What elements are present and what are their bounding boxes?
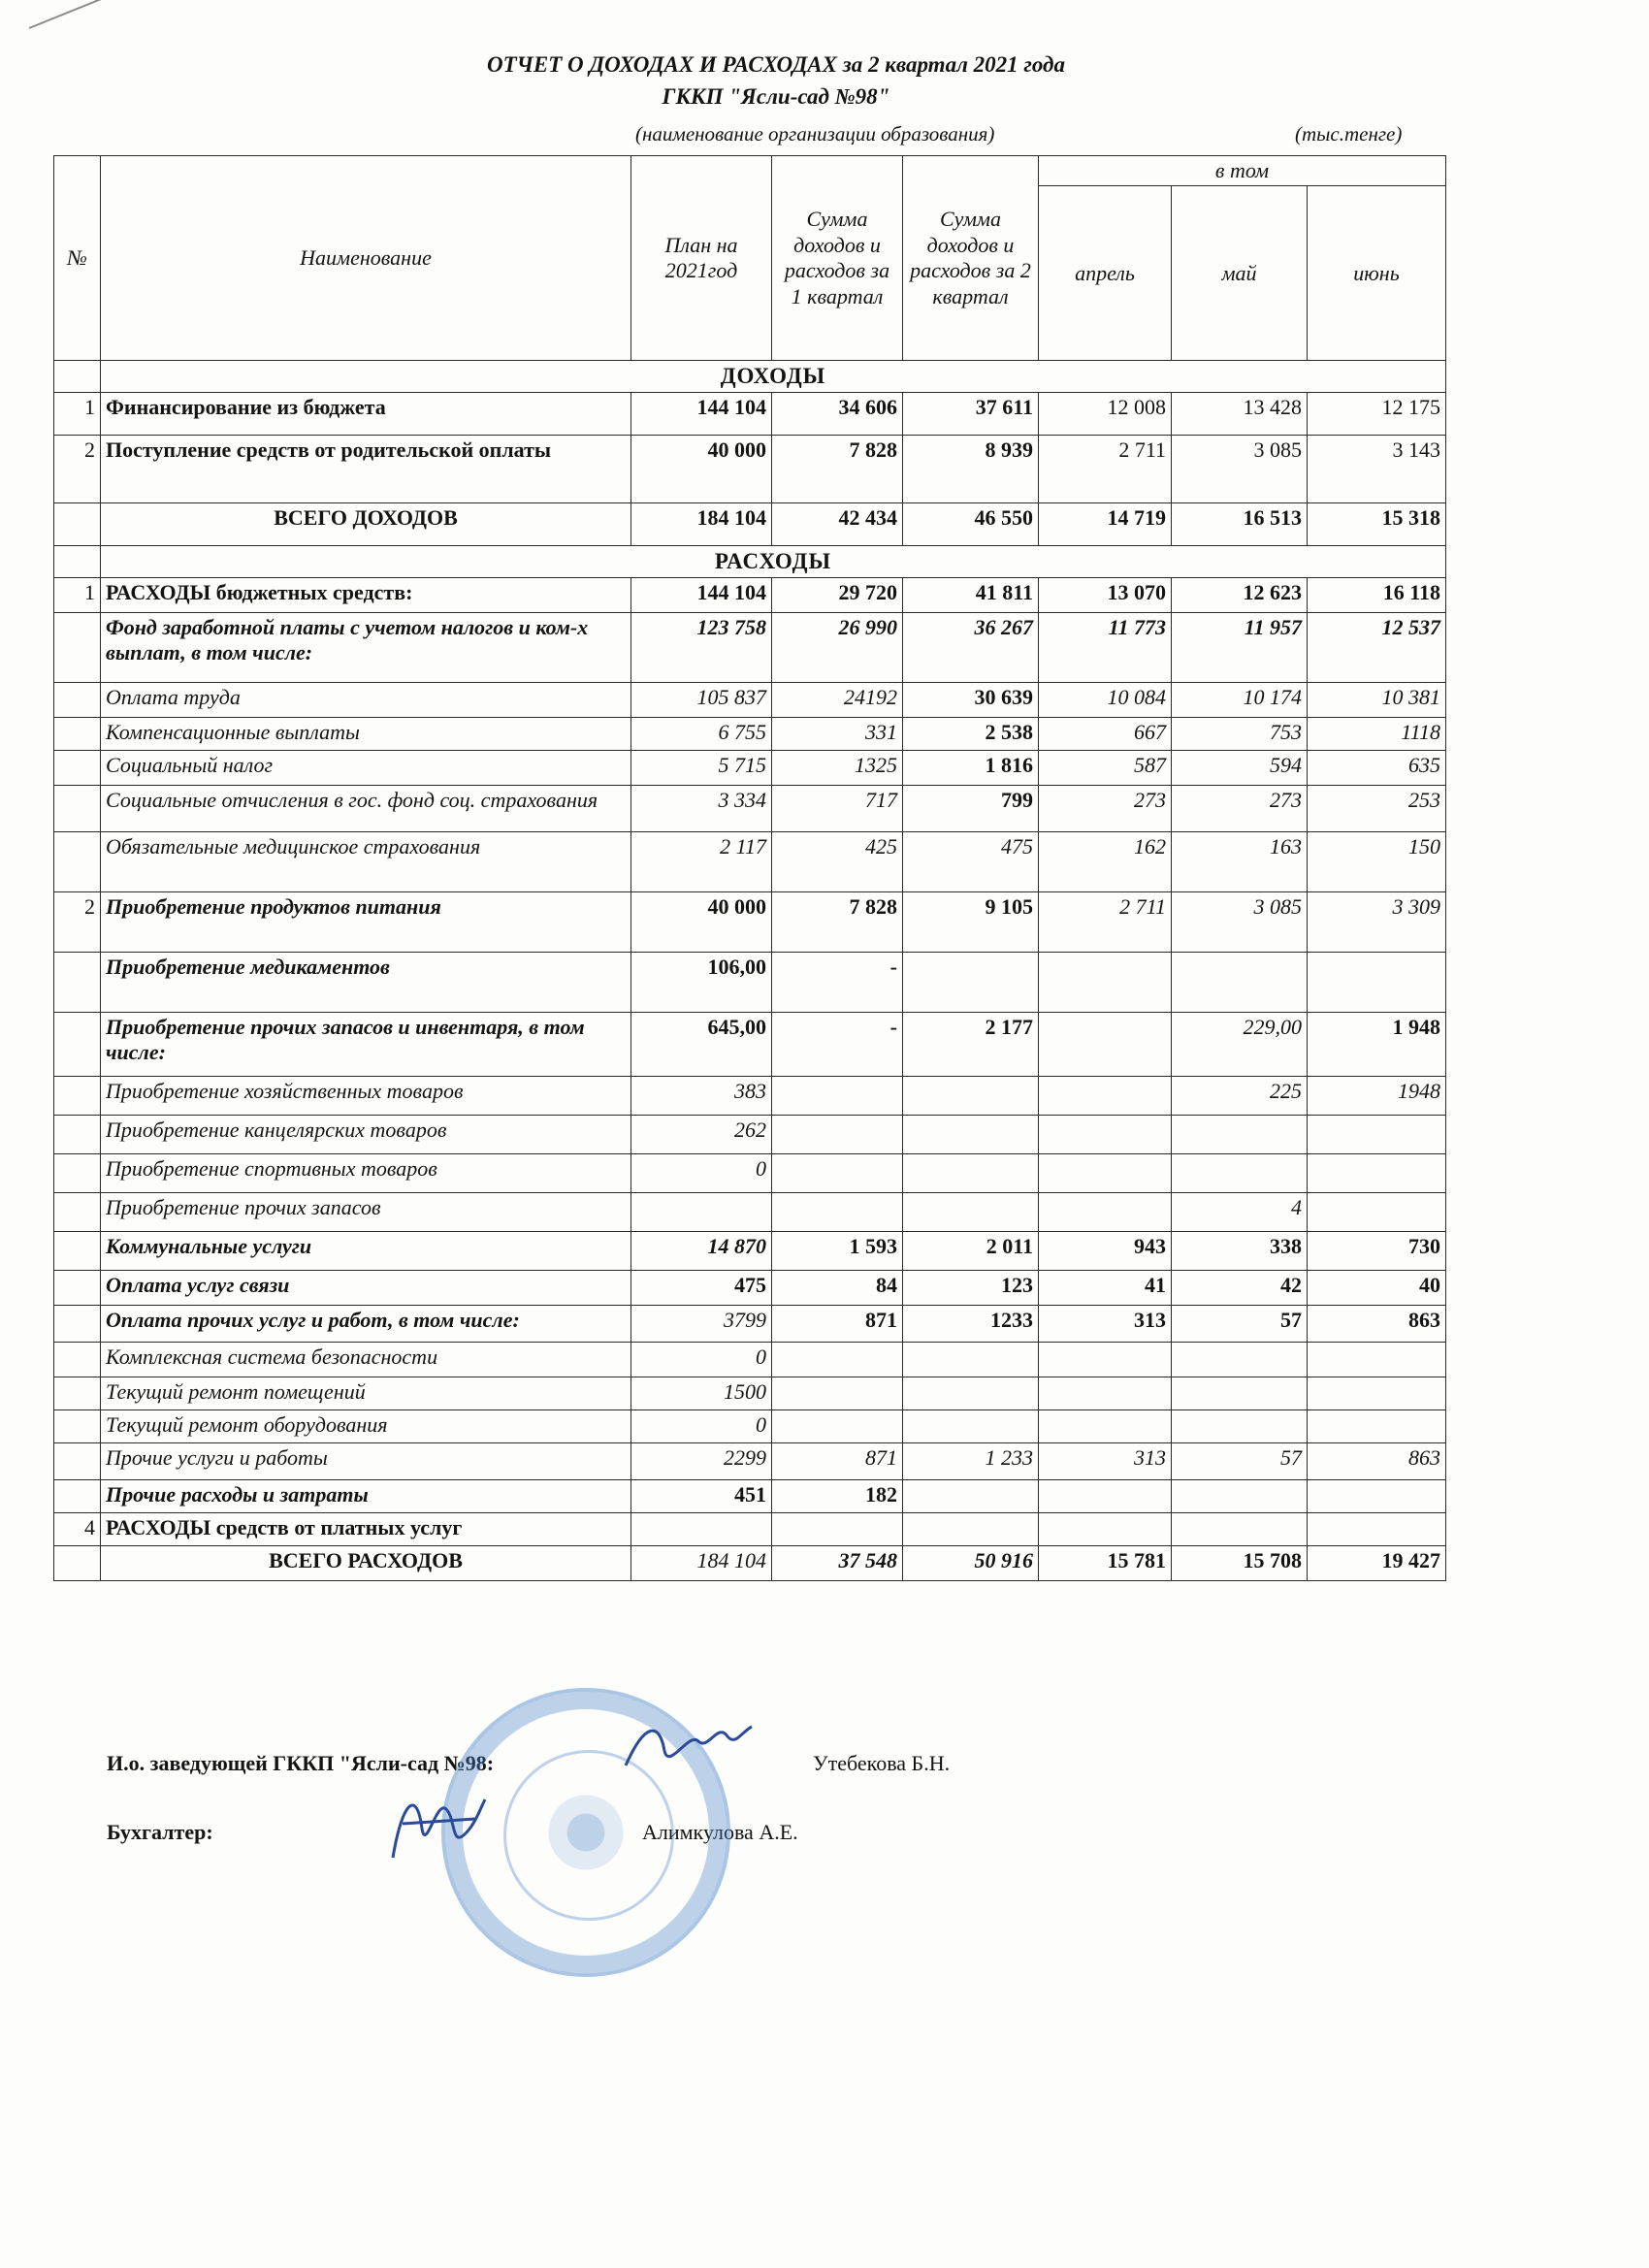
cell-apr: 162 [1039, 831, 1172, 891]
row-number [54, 1305, 101, 1342]
cell-apr: 10 084 [1039, 682, 1172, 717]
cell-may: 11 957 [1172, 612, 1308, 682]
row-number: 2 [54, 891, 101, 952]
row-number [54, 717, 101, 750]
income-row [54, 392, 1446, 435]
row-name: Фонд заработной платы с учетом налогов и ком-х выплат, в том числе: [101, 612, 631, 682]
cell-q2 [903, 1377, 1039, 1409]
cell-jun: 16 118 [1308, 577, 1446, 612]
section-number-cell [54, 361, 101, 393]
cell-apr [1039, 1076, 1172, 1115]
cell-plan: 40 000 [631, 891, 772, 952]
cell-may: 753 [1172, 717, 1308, 750]
cell-apr [1039, 1192, 1172, 1231]
cell-jun: 150 [1308, 831, 1446, 891]
row-number [54, 1012, 101, 1076]
cell-q1: 717 [772, 785, 903, 831]
row-name: Оплата услуг связи [101, 1270, 631, 1305]
cell-plan: 0 [631, 1342, 772, 1377]
cell-q1: 34 606 [772, 392, 903, 435]
cell-plan: 451 [631, 1479, 772, 1512]
cell-jun: 635 [1308, 750, 1446, 785]
cell-apr: 14 719 [1039, 502, 1172, 545]
expense-row [54, 1153, 1446, 1192]
cell-jun [1308, 952, 1446, 1012]
cell-q2 [903, 1512, 1039, 1545]
cell-q1: 1325 [772, 750, 903, 785]
expense-row [54, 1115, 1446, 1153]
cell-q1: 871 [772, 1442, 903, 1479]
cell-may: 57 [1172, 1442, 1308, 1479]
cell-q1: 24192 [772, 682, 903, 717]
cell-jun: 19 427 [1308, 1545, 1446, 1580]
cell-jun: 40 [1308, 1270, 1446, 1305]
row-name: Компенсационные выплаты [101, 717, 631, 750]
cell-q1 [772, 1192, 903, 1231]
cell-apr: 11 773 [1039, 612, 1172, 682]
cell-jun [1308, 1115, 1446, 1153]
cell-plan: 0 [631, 1409, 772, 1442]
cell-plan: 1500 [631, 1377, 772, 1409]
row-name: Приобретение канцелярских товаров [101, 1115, 631, 1153]
row-name: Финансирование из бюджета [101, 392, 631, 435]
expense-row [54, 682, 1446, 717]
cell-jun: 3 143 [1308, 435, 1446, 502]
cell-q2: 1 233 [903, 1442, 1039, 1479]
cell-jun: 12 175 [1308, 392, 1446, 435]
cell-jun: 1118 [1308, 717, 1446, 750]
row-name: Оплата прочих услуг и работ, в том числе: [101, 1305, 631, 1342]
row-name: Приобретение прочих запасов и инвентаря, в том числе: [101, 1012, 631, 1076]
cell-may [1172, 1115, 1308, 1153]
stamp-emblem [542, 1789, 630, 1876]
head-signature-label: И.о. заведующей ГККП "Ясли-сад №98: [107, 1751, 495, 1775]
cell-q1 [772, 1115, 903, 1153]
expense-row [54, 1442, 1446, 1479]
cell-may: 42 [1172, 1270, 1308, 1305]
col-header-name: Наименование [101, 156, 631, 361]
row-name: Приобретение прочих запасов [101, 1192, 631, 1231]
cell-q2: 2 538 [903, 717, 1039, 750]
cell-may: 57 [1172, 1305, 1308, 1342]
expense-row [54, 1409, 1446, 1442]
cell-q2 [903, 1342, 1039, 1377]
cell-q1: 331 [772, 717, 903, 750]
col-header-q2: Сумма доходов и расходов за 2 квартал [903, 156, 1039, 361]
cell-apr: 41 [1039, 1270, 1172, 1305]
row-name: Комплексная система безопасности [101, 1342, 631, 1377]
expense-row [54, 1270, 1446, 1305]
cell-plan: 262 [631, 1115, 772, 1153]
head-name: Утебекова Б.Н. [813, 1751, 951, 1775]
cell-q2 [903, 1153, 1039, 1192]
cell-may: 163 [1172, 831, 1308, 891]
row-name: Социальный налог [101, 750, 631, 785]
cell-q2 [903, 952, 1039, 1012]
cell-q2: 41 811 [903, 577, 1039, 612]
expense-total-row [54, 1545, 1446, 1580]
cell-q1 [772, 1409, 903, 1442]
row-name: Прочие услуги и работы [101, 1442, 631, 1479]
cell-q1: 26 990 [772, 612, 903, 682]
cell-plan: 144 104 [631, 577, 772, 612]
cell-plan: 0 [631, 1153, 772, 1192]
cell-q2 [903, 1192, 1039, 1231]
cell-may: 4 [1172, 1192, 1308, 1231]
cell-apr [1039, 1012, 1172, 1076]
cell-jun [1308, 1512, 1446, 1545]
expense-row [54, 1231, 1446, 1270]
cell-jun: 10 381 [1308, 682, 1446, 717]
cell-q2: 123 [903, 1270, 1039, 1305]
cell-may: 594 [1172, 750, 1308, 785]
cell-apr [1039, 1512, 1172, 1545]
expense-row [54, 1012, 1446, 1076]
cell-q2: 799 [903, 785, 1039, 831]
row-number [54, 502, 101, 545]
cell-q1 [772, 1076, 903, 1115]
cell-q1: 29 720 [772, 577, 903, 612]
cell-plan: 6 755 [631, 717, 772, 750]
cell-apr [1039, 1115, 1172, 1153]
col-header-may: май [1172, 186, 1308, 361]
row-number [54, 1442, 101, 1479]
cell-may [1172, 1153, 1308, 1192]
cell-jun: 1 948 [1308, 1012, 1446, 1076]
cell-q2: 50 916 [903, 1545, 1039, 1580]
cell-may: 229,00 [1172, 1012, 1308, 1076]
cell-may: 273 [1172, 785, 1308, 831]
cell-q1 [772, 1342, 903, 1377]
row-name: Социальные отчисления в гос. фонд соц. страхования [101, 785, 631, 831]
expense-row [54, 750, 1446, 785]
cell-q2: 2 177 [903, 1012, 1039, 1076]
cell-q1 [772, 1512, 903, 1545]
row-number [54, 750, 101, 785]
cell-q1: 7 828 [772, 435, 903, 502]
cell-apr [1039, 1479, 1172, 1512]
expense-row [54, 952, 1446, 1012]
cell-plan: 184 104 [631, 502, 772, 545]
row-name: Коммунальные услуги [101, 1231, 631, 1270]
section-label: РАСХОДЫ [101, 545, 1446, 577]
row-number [54, 785, 101, 831]
cell-q2 [903, 1409, 1039, 1442]
cell-jun [1308, 1479, 1446, 1512]
row-number [54, 1545, 101, 1580]
cell-q2: 36 267 [903, 612, 1039, 682]
expense-row [54, 612, 1446, 682]
cell-plan: 105 837 [631, 682, 772, 717]
row-number: 2 [54, 435, 101, 502]
cell-may: 3 085 [1172, 891, 1308, 952]
cell-may: 225 [1172, 1076, 1308, 1115]
row-name: РАСХОДЫ средств от платных услуг [101, 1512, 631, 1545]
cell-apr: 313 [1039, 1442, 1172, 1479]
cell-jun: 1948 [1308, 1076, 1446, 1115]
expense-row [54, 1305, 1446, 1342]
cell-plan: 3799 [631, 1305, 772, 1342]
cell-q1: 871 [772, 1305, 903, 1342]
row-name: РАСХОДЫ бюджетных средств: [101, 577, 631, 612]
cell-plan: 383 [631, 1076, 772, 1115]
cell-q1: - [772, 1012, 903, 1076]
cell-apr: 667 [1039, 717, 1172, 750]
expense-row [54, 831, 1446, 891]
row-name: Приобретение хозяйственных товаров [101, 1076, 631, 1115]
cell-jun: 863 [1308, 1442, 1446, 1479]
expense-row [54, 1192, 1446, 1231]
row-number [54, 1076, 101, 1115]
cell-jun [1308, 1377, 1446, 1409]
row-number [54, 612, 101, 682]
cell-apr [1039, 1153, 1172, 1192]
cell-plan: 2299 [631, 1442, 772, 1479]
cell-apr [1039, 1342, 1172, 1377]
row-number [54, 1270, 101, 1305]
row-number: 4 [54, 1512, 101, 1545]
cell-may [1172, 1409, 1308, 1442]
row-name: Прочие расходы и затраты [101, 1479, 631, 1512]
row-name: Приобретение продуктов питания [101, 891, 631, 952]
cell-q1: - [772, 952, 903, 1012]
cell-plan: 144 104 [631, 392, 772, 435]
cell-apr [1039, 952, 1172, 1012]
row-name: ВСЕГО ДОХОДОВ [101, 502, 631, 545]
cell-plan: 106,00 [631, 952, 772, 1012]
cell-jun: 12 537 [1308, 612, 1446, 682]
cell-q1: 182 [772, 1479, 903, 1512]
expense-section-header [54, 545, 1446, 577]
cell-jun [1308, 1342, 1446, 1377]
cell-jun [1308, 1153, 1446, 1192]
units-caption: (тыс.тенге) [1295, 122, 1403, 146]
row-name: Приобретение медикаментов [101, 952, 631, 1012]
scan-pen-mark [29, 0, 115, 29]
cell-q1: 84 [772, 1270, 903, 1305]
cell-may [1172, 1342, 1308, 1377]
col-header-q1: Сумма доходов и расходов за 1 квартал [772, 156, 903, 361]
income-total-row [54, 502, 1446, 545]
expense-row [54, 785, 1446, 831]
section-label: ДОХОДЫ [101, 361, 1446, 393]
expense-row [54, 1479, 1446, 1512]
row-number [54, 1115, 101, 1153]
expense-row [54, 1076, 1446, 1115]
expense-row [54, 1377, 1446, 1409]
cell-q1: 425 [772, 831, 903, 891]
cell-apr: 12 008 [1039, 392, 1172, 435]
cell-may [1172, 1377, 1308, 1409]
row-number [54, 952, 101, 1012]
cell-plan: 40 000 [631, 435, 772, 502]
col-header-plan: План на 2021год [631, 156, 772, 361]
cell-q2: 46 550 [903, 502, 1039, 545]
row-number [54, 1377, 101, 1409]
cell-apr: 313 [1039, 1305, 1172, 1342]
cell-may: 16 513 [1172, 502, 1308, 545]
row-name: Текущий ремонт оборудования [101, 1409, 631, 1442]
cell-apr [1039, 1409, 1172, 1442]
cell-plan: 475 [631, 1270, 772, 1305]
cell-q2 [903, 1115, 1039, 1153]
cell-may [1172, 952, 1308, 1012]
row-number [54, 682, 101, 717]
cell-q2: 37 611 [903, 392, 1039, 435]
row-number [54, 1342, 101, 1377]
cell-plan: 2 117 [631, 831, 772, 891]
cell-may: 15 708 [1172, 1545, 1308, 1580]
organization-caption: (наименование организации образования) [635, 122, 995, 146]
col-header-number: № [54, 156, 101, 361]
cell-q2: 30 639 [903, 682, 1039, 717]
cell-q2: 1 816 [903, 750, 1039, 785]
cell-plan: 14 870 [631, 1231, 772, 1270]
section-number-cell [54, 545, 101, 577]
cell-jun: 15 318 [1308, 502, 1446, 545]
row-number [54, 1153, 101, 1192]
cell-q2 [903, 1479, 1039, 1512]
row-name: Обязательные медицинское страхования [101, 831, 631, 891]
row-number [54, 1192, 101, 1231]
accountant-label: Бухгалтер: [107, 1820, 213, 1844]
cell-jun: 253 [1308, 785, 1446, 831]
accountant-name: Алимкулова А.Е. [642, 1820, 798, 1844]
col-header-april: апрель [1039, 186, 1172, 361]
cell-jun: 730 [1308, 1231, 1446, 1270]
expense-row [54, 1342, 1446, 1377]
cell-may: 12 623 [1172, 577, 1308, 612]
income-row [54, 435, 1446, 502]
cell-jun: 3 309 [1308, 891, 1446, 952]
cell-q1: 37 548 [772, 1545, 903, 1580]
cell-may [1172, 1479, 1308, 1512]
cell-jun [1308, 1192, 1446, 1231]
cell-q1: 7 828 [772, 891, 903, 952]
row-number [54, 1231, 101, 1270]
accountant-signature [383, 1780, 490, 1867]
expense-row [54, 577, 1446, 612]
cell-q2: 8 939 [903, 435, 1039, 502]
expense-row [54, 891, 1446, 952]
row-number [54, 831, 101, 891]
cell-plan: 645,00 [631, 1012, 772, 1076]
cell-plan: 3 334 [631, 785, 772, 831]
cell-apr: 13 070 [1039, 577, 1172, 612]
cell-plan: 123 758 [631, 612, 772, 682]
cell-apr: 2 711 [1039, 891, 1172, 952]
cell-q2: 2 011 [903, 1231, 1039, 1270]
cell-plan [631, 1192, 772, 1231]
cell-apr: 2 711 [1039, 435, 1172, 502]
cell-q2: 475 [903, 831, 1039, 891]
report-title: ОТЧЕТ О ДОХОДАХ И РАСХОДАХ за 2 квартал 2021 года [487, 52, 1065, 77]
cell-apr: 273 [1039, 785, 1172, 831]
table-body [54, 361, 1446, 1580]
row-name: Поступление средств от родительской оплаты [101, 435, 631, 502]
cell-may [1172, 1512, 1308, 1545]
row-number [54, 1479, 101, 1512]
expense-row [54, 1512, 1446, 1545]
cell-apr: 587 [1039, 750, 1172, 785]
row-number: 1 [54, 392, 101, 435]
cell-plan [631, 1512, 772, 1545]
cell-q2: 1233 [903, 1305, 1039, 1342]
cell-may: 3 085 [1172, 435, 1308, 502]
cell-q2: 9 105 [903, 891, 1039, 952]
cell-may: 13 428 [1172, 392, 1308, 435]
cell-q1: 1 593 [772, 1231, 903, 1270]
cell-jun: 863 [1308, 1305, 1446, 1342]
cell-q1 [772, 1377, 903, 1409]
cell-q2 [903, 1076, 1039, 1115]
col-header-including: в том [1039, 156, 1446, 186]
col-header-june: июнь [1308, 186, 1446, 361]
cell-plan: 184 104 [631, 1545, 772, 1580]
cell-apr: 943 [1039, 1231, 1172, 1270]
cell-apr: 15 781 [1039, 1545, 1172, 1580]
cell-plan: 5 715 [631, 750, 772, 785]
cell-q1 [772, 1153, 903, 1192]
cell-may: 338 [1172, 1231, 1308, 1270]
row-name: Текущий ремонт помещений [101, 1377, 631, 1409]
row-name: Оплата труда [101, 682, 631, 717]
cell-apr [1039, 1377, 1172, 1409]
row-number [54, 1409, 101, 1442]
head-signature [621, 1712, 757, 1780]
organization-title: ГККП "Ясли-сад №98" [662, 84, 890, 109]
cell-q1: 42 434 [772, 502, 903, 545]
expense-row [54, 717, 1446, 750]
cell-may: 10 174 [1172, 682, 1308, 717]
row-name: Приобретение спортивных товаров [101, 1153, 631, 1192]
row-number: 1 [54, 577, 101, 612]
income-expense-table [53, 155, 1446, 1581]
row-name: ВСЕГО РАСХОДОВ [101, 1545, 631, 1580]
cell-jun [1308, 1409, 1446, 1442]
income-section-header [54, 361, 1446, 393]
